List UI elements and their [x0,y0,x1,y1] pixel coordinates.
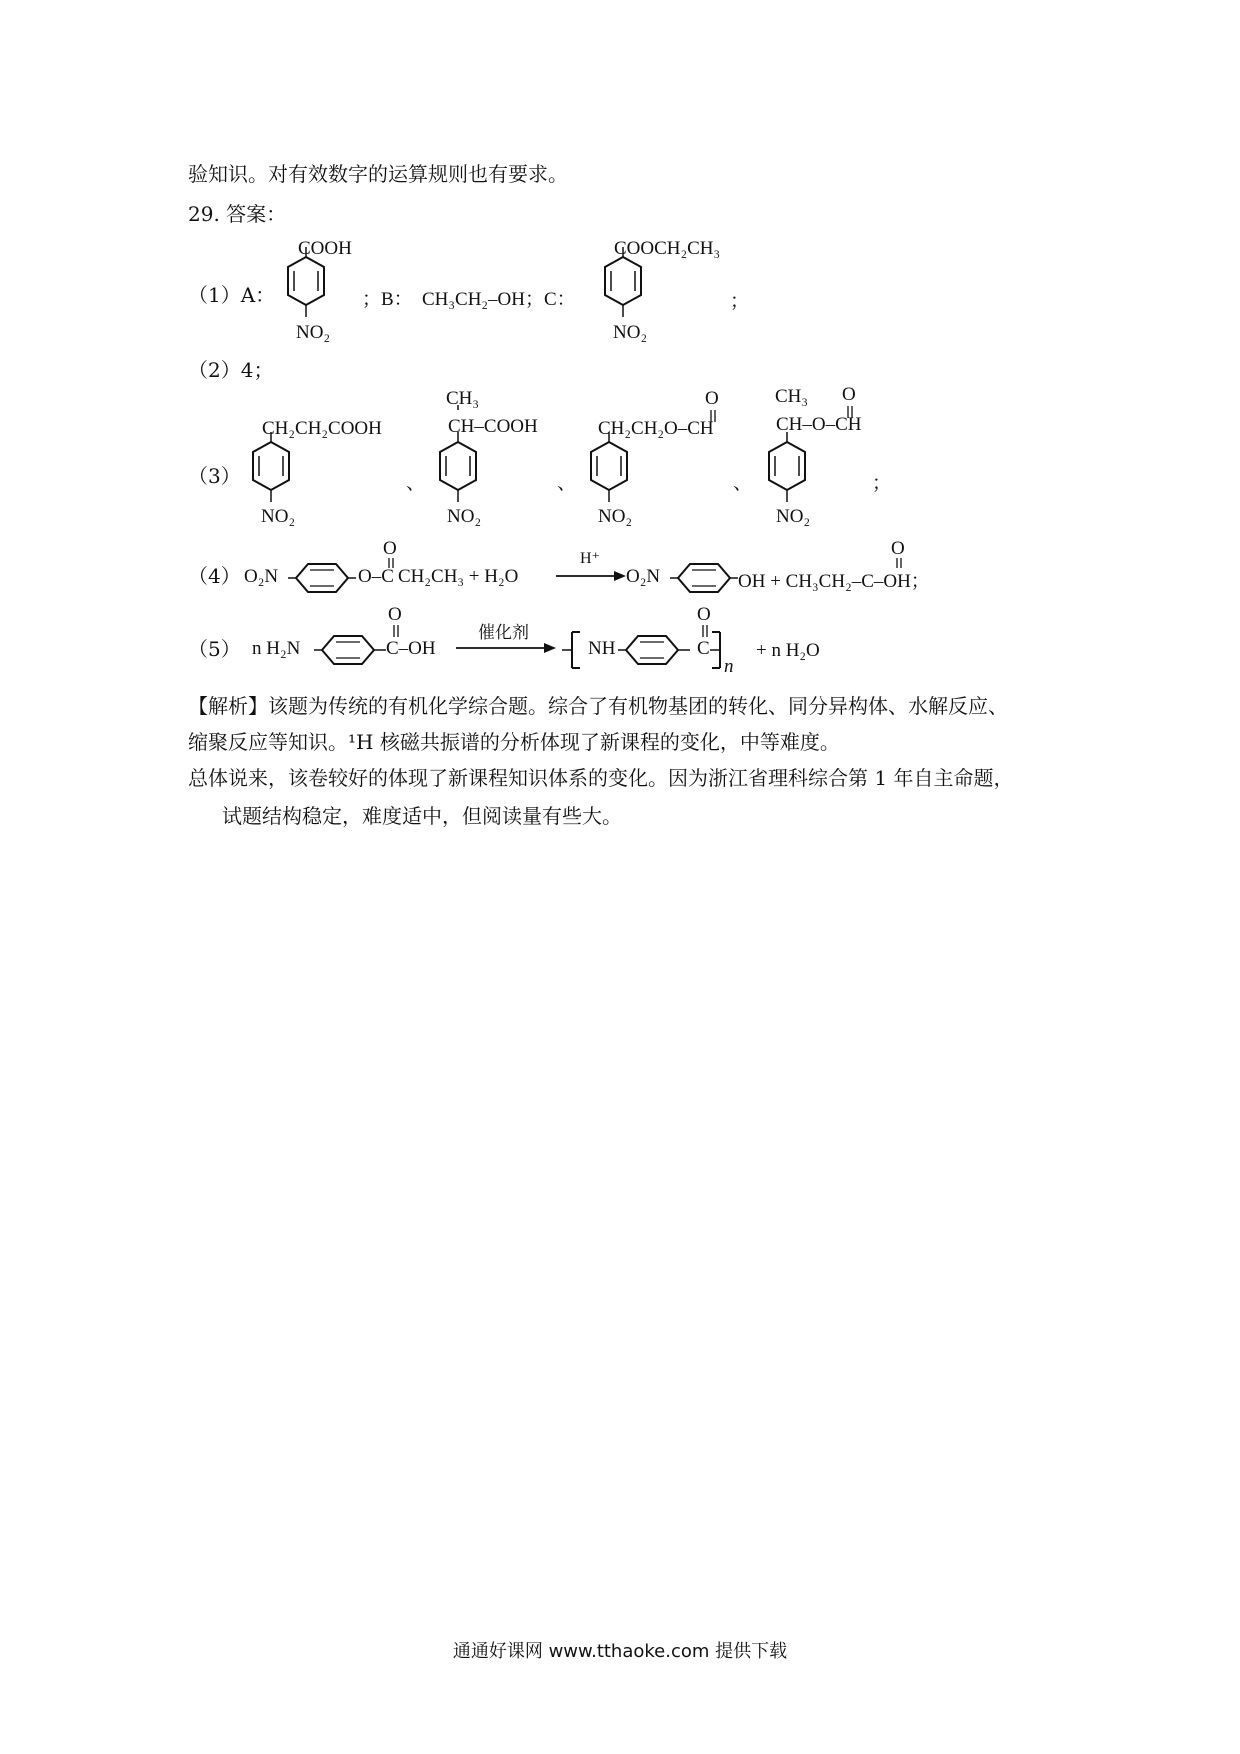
acid-catalyst-label: H⁺ [580,550,600,567]
product-tail: OH + CH₃CH₂–C–OH； [738,571,930,592]
polymerization-arrow-icon [456,642,556,654]
sep-3: 、 [733,473,753,494]
c-nitro-group: NO₂ [613,322,648,343]
isomer3-chain: CH₂CH₂O–CH [598,418,714,439]
analysis-line-1: 【解析】该题为传统的有机化学综合题。综合了有机物基团的转化、同分异构体、水解反应、 [188,694,1008,718]
polymer-n: n [724,656,734,677]
reactant-tail: CH₂CH₃ + H₂O [398,566,519,587]
monomer-amine: n H₂N [252,638,301,659]
part2-text: （2）4； [188,358,274,382]
polymer-ring-flat [618,632,692,668]
isomer3-nitro: NO₂ [598,506,633,527]
monomer-ring-flat [314,632,388,668]
isomer3-ring [586,440,636,510]
isomer4-chain: CH–O–CH [776,414,862,435]
intro-line: 验知识。对有效数字的运算规则也有要求。 [188,162,568,186]
part3-end: ； [872,473,892,494]
polymer-carbonyl-bond [700,625,710,637]
product-acid-o: O [891,538,905,559]
reactant-nitro: O₂N [244,566,279,587]
monomer-o: O [388,604,402,625]
reaction-arrow-icon [556,570,626,582]
b-label: ；B： [362,289,413,310]
polymer-nh: NH [588,638,616,659]
summary-line-2: 试题结构稳定，难度适中，但阅读量有些大。 [222,804,622,828]
a-nitro-group: NO₂ [296,322,331,343]
part1-end: ； [730,291,750,312]
monomer-acid: C–OH [386,638,436,659]
isomer4-oxygen: O [842,384,856,405]
product-ring-flat [670,560,740,596]
reactant-ester-o: O [383,538,397,559]
part1-label: （1）A： [188,283,276,307]
analysis-line-2: 缩聚反应等知识。¹H 核磁共振谱的分析体现了新课程的变化，中等难度。 [188,730,840,754]
reactant-ester-link: O–C [358,566,394,587]
summary-line-1: 总体说来，该卷较好的体现了新课程知识体系的变化。因为浙江省理科综合第 1 年自主命题， [188,766,1014,790]
isomer2-chain: CH–COOH [448,416,538,437]
catalyst-label: 催化剂 [478,623,529,643]
isomer3-oxygen: O [705,388,719,409]
a-cooh-group: COOH [298,238,352,259]
part3-label: （3） [188,464,241,488]
polymer-water: + n H₂O [756,640,820,661]
polymer-c: C [697,638,710,659]
isomer2-methyl: CH₃ [446,388,480,409]
product-nitro: O₂N [626,566,661,587]
part4-label: （4） [188,564,241,588]
isomer1-ring [248,440,298,510]
isomer2-ring [435,440,485,510]
isomer2-nitro: NO₂ [447,506,482,527]
c-ester-group: COOCH₂CH₃ [614,238,721,259]
monomer-carbonyl-bond [391,625,401,637]
isomer4-methyl: CH₃ [775,386,809,407]
isomer1-nitro: NO₂ [261,506,296,527]
footer-download-notice: 通通好课网 www.tthaoke.com 提供下载 [452,1641,788,1662]
isomer4-nitro: NO₂ [776,506,811,527]
isomer4-ring [764,440,814,510]
isomer1-chain: CH₂CH₂COOH [262,418,382,439]
polymer-o: O [697,604,711,625]
sep-2: 、 [557,473,577,494]
benzene-ring-c [600,255,650,325]
part5-label: （5） [188,637,241,661]
reactant-ring-flat [288,560,358,596]
benzene-ring-a [283,255,333,325]
sep-1: 、 [406,473,426,494]
b-formula: CH₃CH₂–OH；C： [422,289,576,310]
q29-heading: 29. 答案： [188,202,287,226]
